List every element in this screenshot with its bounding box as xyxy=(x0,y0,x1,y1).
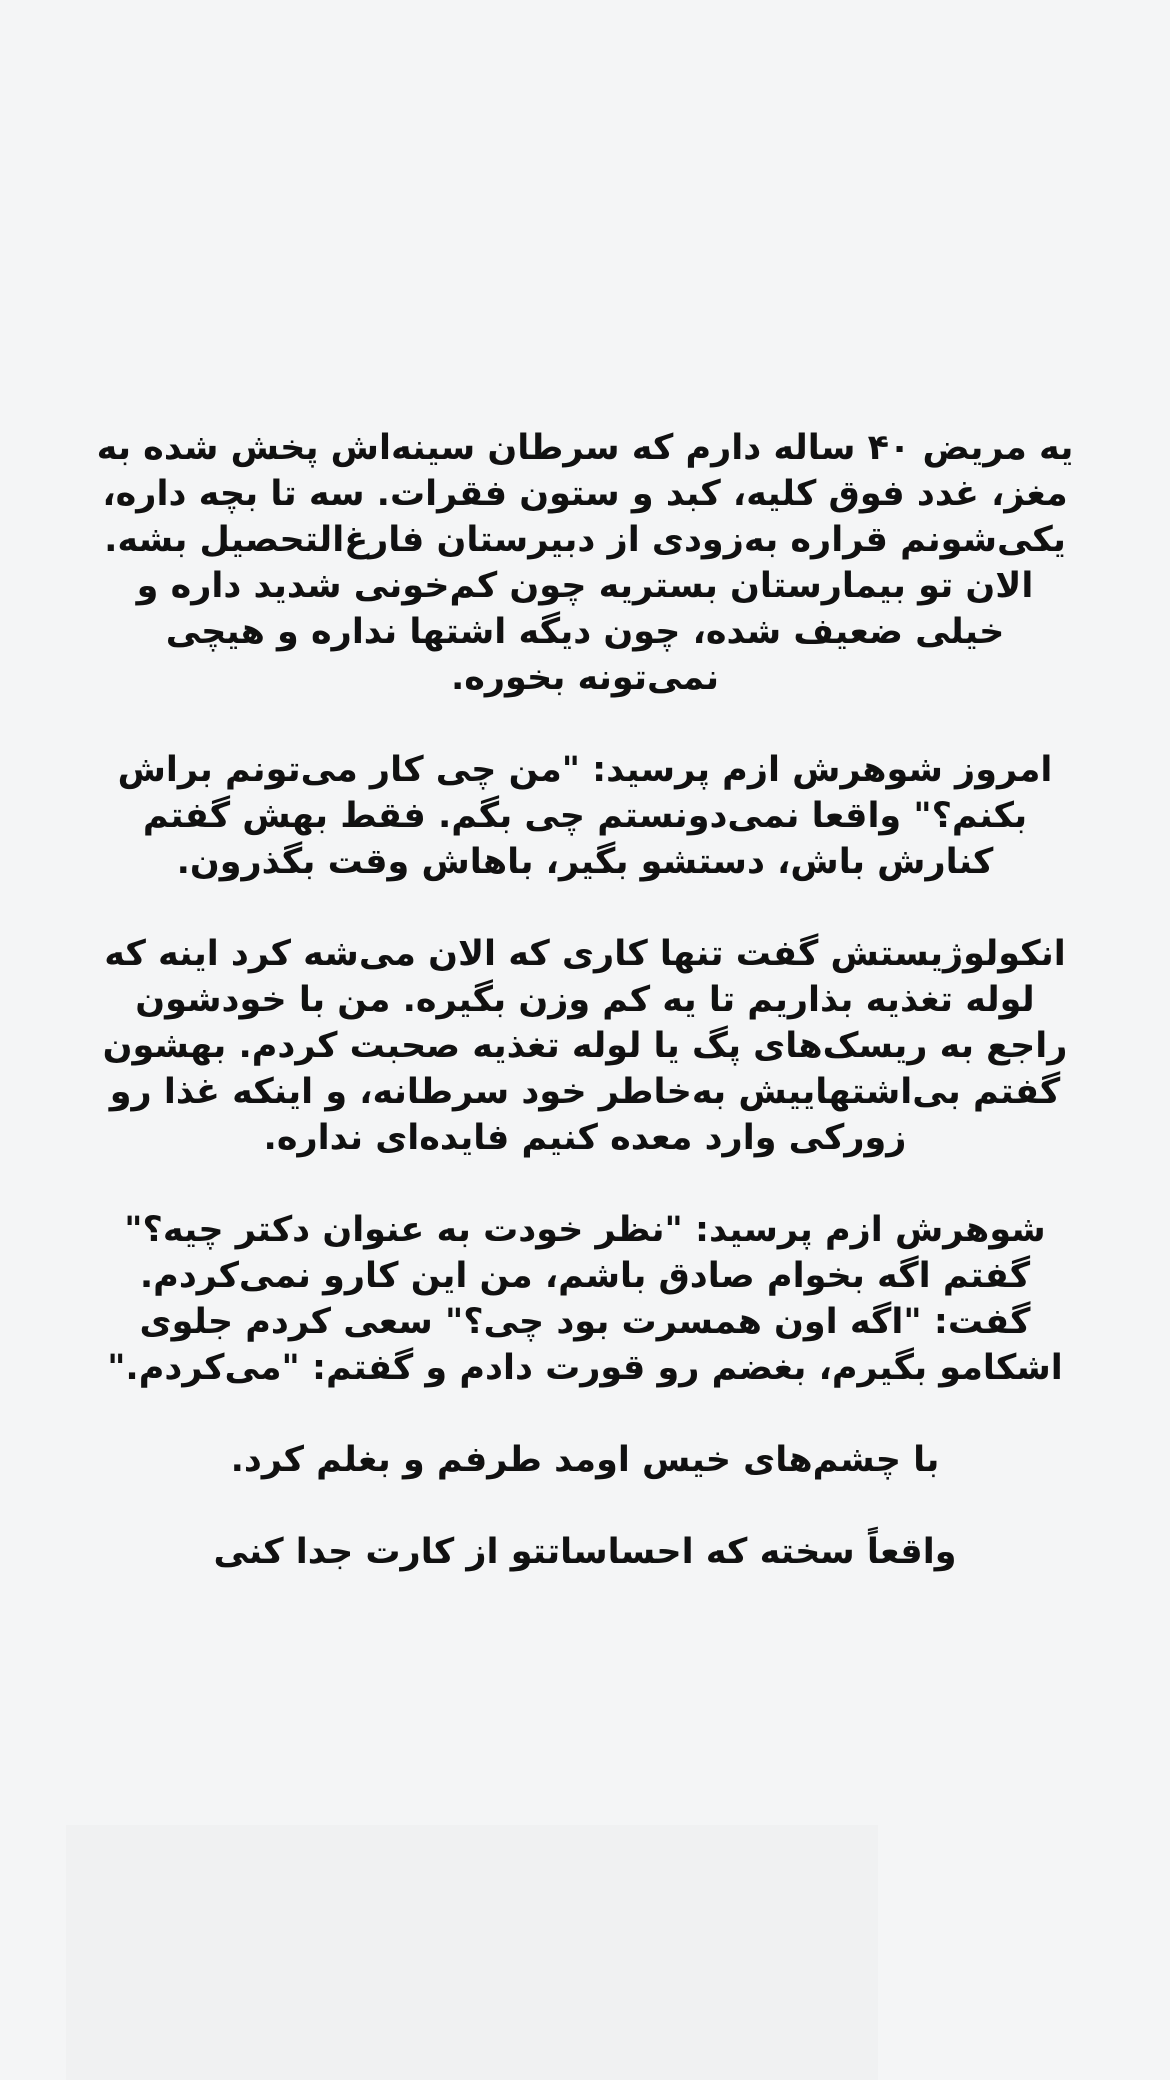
paragraph-gap xyxy=(95,1483,1075,1529)
paragraph-gap xyxy=(95,885,1075,931)
paragraph-oncologist: انکولوژیستش گفت تنها کاری که الان می‌شه کرد اینه که لوله تغذیه بذاریم تا یه کم وزن بگیره. من با خودشون راجع به ریسک‌های پگ یا لوله تغذیه صحبت کردم. بهشون گفتم بی‌اشتهاییش به‌خاطر خود سرطانه، و اینکه غذا رو زورکی وارد معده کنیم فایده‌ای نداره. xyxy=(102,934,1068,1158)
blank-placeholder-block xyxy=(66,1825,878,2080)
paragraph-gap xyxy=(95,701,1075,747)
story-text xyxy=(95,425,1075,1575)
paragraph-gap xyxy=(95,1161,1075,1207)
paragraph-doctor-opinion: شوهرش ازم پرسید: "نظر خودت به عنوان دکتر چیه؟" گفتم اگه بخوام صادق باشم، من این کارو نمی‌کردم. گفت: "اگه اون همسرت بود چی؟" سعی کردم جلوی اشکامو بگیرم، بغضم رو قورت دادم و گفتم: "می‌کردم." xyxy=(107,1210,1063,1388)
paragraph-gap xyxy=(95,1391,1075,1437)
paragraph-husband-question: امروز شوهرش ازم پرسید: "من چی کار می‌تونم براش بکنم؟" واقعا نمی‌دونستم چی بگم. فقط بهش گفتم کنارش باش، دستشو بگیر، باهاش وقت بگذرون. xyxy=(117,750,1053,882)
paragraph-patient: یه مریض ۴۰ ساله دارم که سرطان سینه‌اش پخش شده به مغز، غدد فوق کلیه، کبد و ستون فقرات. سه تا بچه داره، یکی‌شونم قراره به‌زودی از دبیرستان فارغ‌التحصیل بشه. الان تو بیمارستان بستریه چون کم‌خونی شدید داره و خیلی ضعیف شده، چون دیگه اشتها نداره و هیچی نمی‌تونه بخوره. xyxy=(96,428,1074,698)
paragraph-closing: واقعاً سخته که احساساتتو از کارت جدا کنی xyxy=(213,1532,957,1572)
paragraph-hug: با چشم‌های خیس اومد طرفم و بغلم کرد. xyxy=(230,1440,940,1480)
